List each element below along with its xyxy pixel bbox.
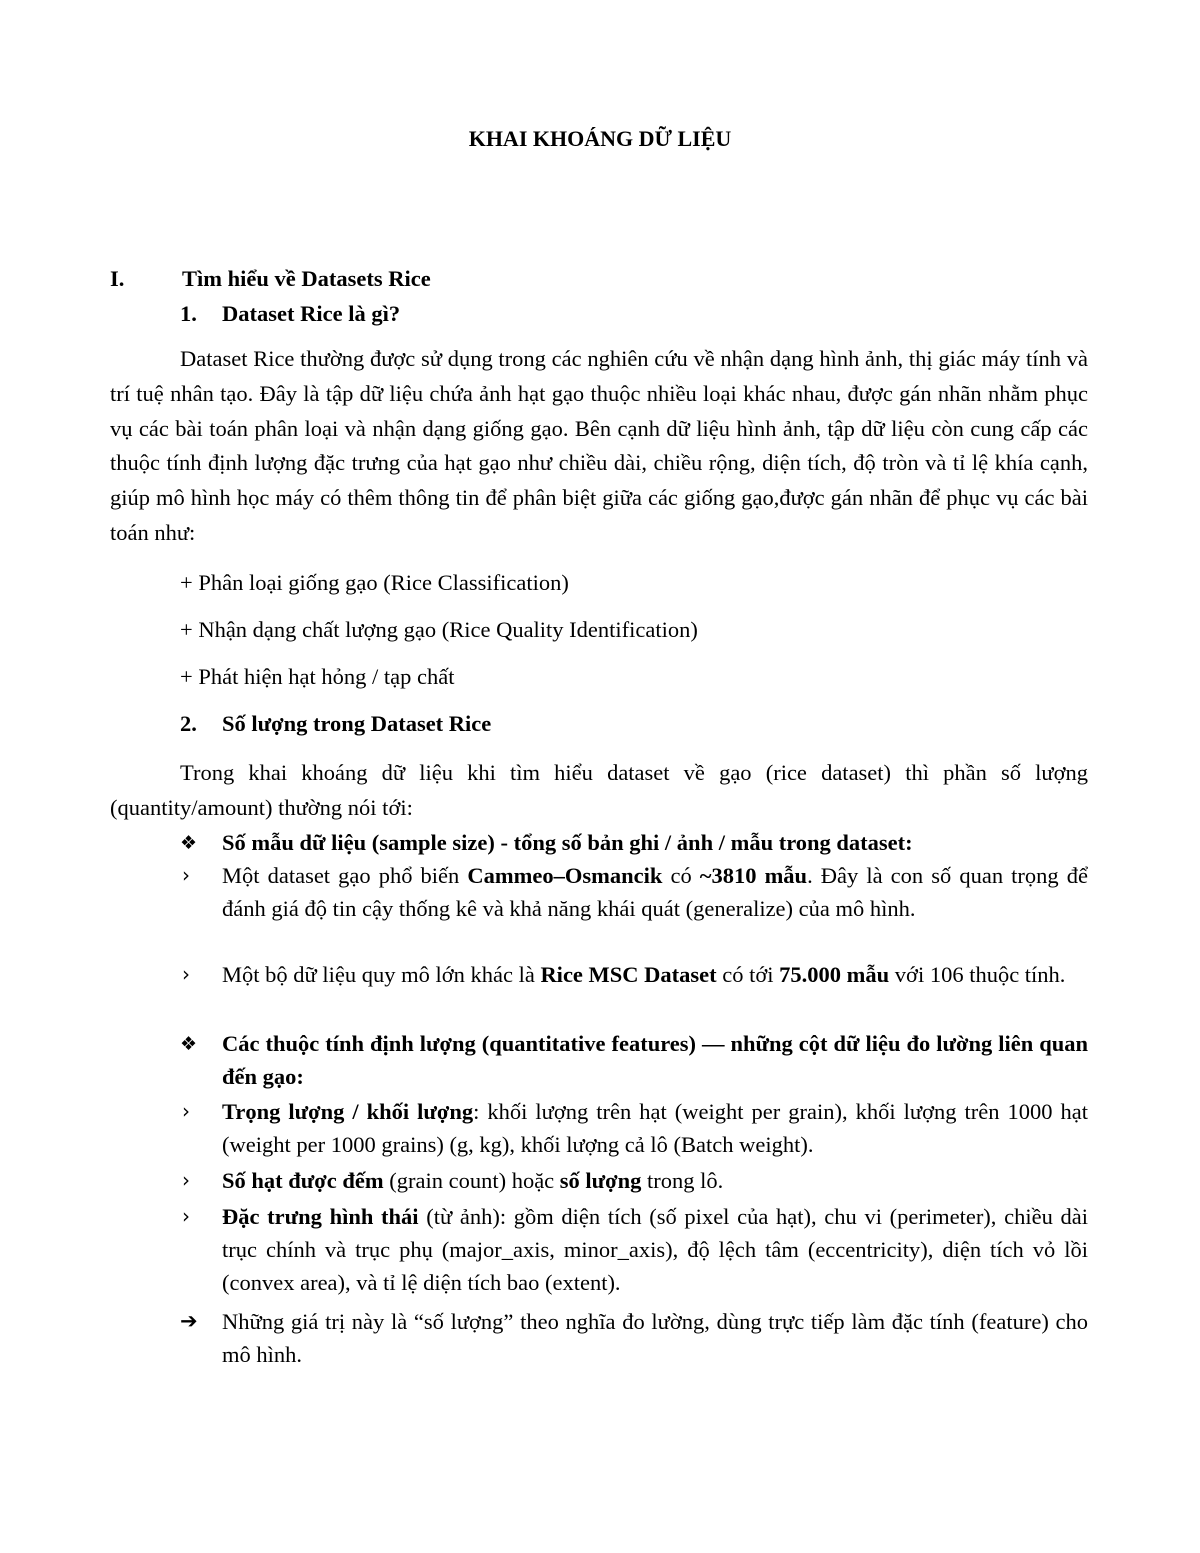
subsection-heading-text: Dataset Rice là gì? bbox=[222, 301, 401, 326]
sub-bullet-item bbox=[180, 958, 1088, 991]
bold-text-run: 75.000 mẫu bbox=[779, 962, 890, 987]
sub-bullet-item bbox=[180, 1164, 1088, 1197]
section-heading bbox=[110, 266, 431, 292]
text-run: có tới bbox=[716, 962, 780, 987]
bold-text-run: Cammeo–Osmancik bbox=[467, 863, 663, 888]
subsection-heading bbox=[180, 301, 400, 327]
bold-text-run: Trọng lượng / khối lượng bbox=[222, 1099, 474, 1124]
quantity-intro-paragraph: Trong khai khoáng dữ liệu khi tìm hiểu dataset về gạo (rice dataset) thì phần số lượng (quantity/amount) thường nói tới: bbox=[110, 760, 1088, 820]
conclusion-item bbox=[180, 1305, 1088, 1371]
subsection-number: 1. bbox=[180, 301, 197, 326]
sub-bullet-item bbox=[180, 1095, 1088, 1161]
text-run: trong lô. bbox=[641, 1168, 724, 1193]
sub-bullet-item bbox=[180, 859, 1088, 925]
bold-text-run: Đặc trưng hình thái bbox=[222, 1204, 419, 1229]
diamond-bullet-icon: ❖ bbox=[180, 1033, 198, 1055]
chevron-bullet-icon: › bbox=[182, 1168, 190, 1192]
bullet-text: Các thuộc tính định lượng (quantitative features) — những cột dữ liệu đo lường liên quan đến gạo: bbox=[222, 1031, 1088, 1089]
subsection-heading-text: Số lượng trong Dataset Rice bbox=[222, 711, 492, 736]
text-run: . Đây là con số quan trọng để đánh giá độ tin cậy thống kê và khả năng khái quát (generalize) của mô hình. bbox=[222, 863, 1088, 921]
conclusion-text: Những giá trị này là “số lượng” theo nghĩa đo lường, dùng trực tiếp làm đặc tính (feature) cho mô hình. bbox=[222, 1309, 1088, 1367]
bullet-text: Số mẫu dữ liệu (sample size) - tổng số bản ghi / ảnh / mẫu trong dataset: bbox=[222, 830, 913, 855]
bold-text-run: Rice MSC Dataset bbox=[540, 962, 717, 987]
diamond-bullet-icon: ❖ bbox=[180, 832, 198, 854]
chevron-bullet-icon: › bbox=[182, 1204, 190, 1228]
chevron-bullet-icon: › bbox=[182, 863, 190, 887]
text-run: Một bộ dữ liệu quy mô lớn khác là bbox=[222, 962, 541, 987]
text-run: với 106 thuộc tính. bbox=[889, 962, 1066, 987]
text-run: (grain count) hoặc bbox=[383, 1168, 560, 1193]
bullet-item bbox=[180, 826, 1088, 859]
bold-text-run: Số hạt được đếm bbox=[222, 1168, 384, 1193]
section-number: I. bbox=[110, 266, 125, 291]
task-list-item: + Phát hiện hạt hỏng / tạp chất bbox=[180, 664, 455, 689]
text-run: (từ ảnh): gồm diện tích (số pixel của hạt), chu vi (perimeter), chiều dài trục chính và trục phụ (major_axis, minor_axis), độ lệch tâm (eccentricity), diện tích vỏ lồi (convex area), và tỉ lệ diện tích bao (extent). bbox=[222, 1204, 1088, 1295]
subsection-heading bbox=[180, 711, 491, 737]
document-title: KHAI KHOÁNG DỮ LIỆU bbox=[468, 126, 732, 151]
bullet-item bbox=[180, 1027, 1088, 1093]
task-list-item: + Phân loại giống gạo (Rice Classification) bbox=[180, 570, 569, 595]
section-heading-text: Tìm hiểu về Datasets Rice bbox=[182, 266, 431, 291]
text-run: Một dataset gạo phổ biến bbox=[222, 863, 468, 888]
subsection-number: 2. bbox=[180, 711, 197, 736]
arrow-right-icon: ➔ bbox=[180, 1309, 198, 1333]
chevron-bullet-icon: › bbox=[182, 1099, 190, 1123]
bold-text-run: ~3810 mẫu bbox=[699, 863, 808, 888]
intro-paragraph: Dataset Rice thường được sử dụng trong các nghiên cứu về nhận dạng hình ảnh, thị giác máy tính và trí tuệ nhân tạo. Đây là tập dữ liệu chứa ảnh hạt gạo thuộc nhiều loại khác nhau, được gán nhãn nhằm phục vụ các bài toán phân loại và nhận dạng giống gạo. Bên cạnh dữ liệu hình ảnh, tập dữ liệu còn cung cấp các thuộc tính định lượng đặc trưng của hạt gạo như chiều dài, chiều rộng, diện tích, độ tròn và tỉ lệ khía cạnh, giúp mô hình học máy có thêm thông tin để phân biệt giữa các giống gạo,được gán nhãn để phục vụ các bài toán như: bbox=[110, 346, 1088, 545]
bold-text-run: số lượng bbox=[559, 1168, 642, 1193]
sub-bullet-item bbox=[180, 1200, 1088, 1299]
text-run: có bbox=[662, 863, 700, 888]
text-run: : khối lượng trên hạt (weight per grain), khối lượng trên 1000 hạt (weight per 1000 grains) (g, kg), khối lượng cả lô (Batch weight). bbox=[222, 1099, 1089, 1157]
task-list-item: + Nhận dạng chất lượng gạo (Rice Quality Identification) bbox=[180, 617, 698, 642]
chevron-bullet-icon: › bbox=[182, 962, 190, 986]
